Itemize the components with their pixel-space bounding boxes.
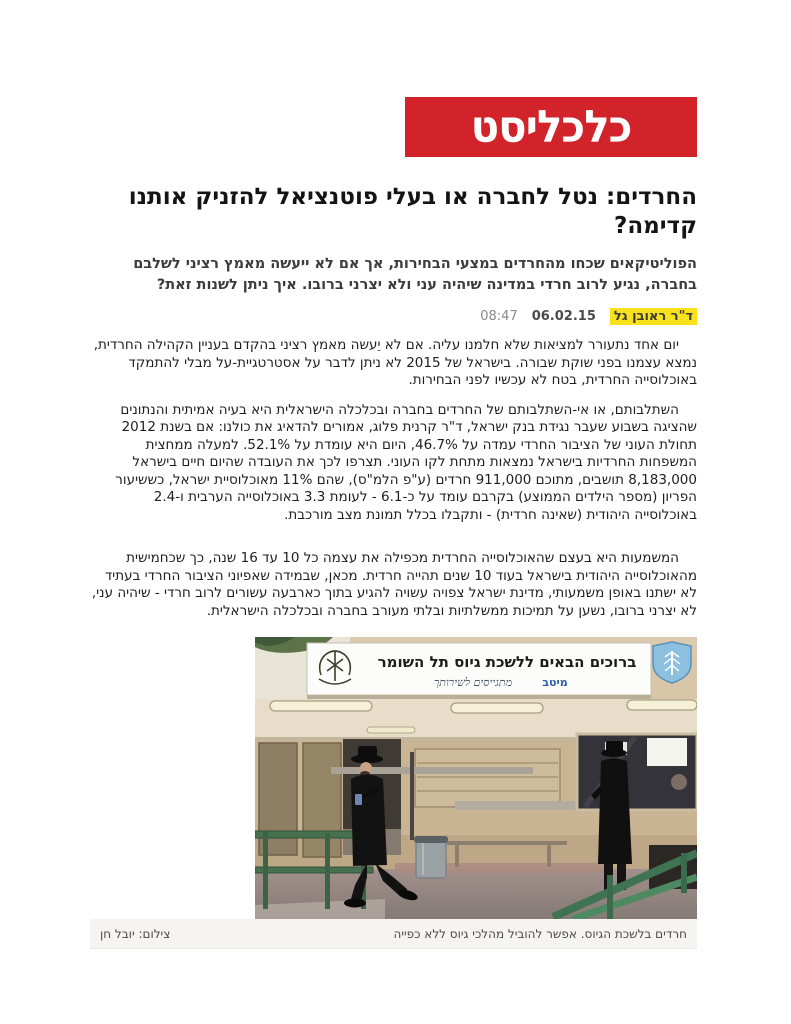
recruitment-office-photo bbox=[255, 637, 697, 919]
body-paragraph: יום אחד נתעורר למציאות שלא חלמנו עליה. אם לא יֵעשה מאמץ רציני בהקדם בעניין הקהילה החרדית, נמצא עצמנו בפני שוקת שבורה. בישראל של 2015 לא ניתן לדבר על אסטרטגיית-על מבלי להתמקד באוכלוסייה החרדית, בטח לא עכשיו לפני הבחירות. bbox=[93, 337, 697, 388]
sign-line1: ברוכים הבאים ללשכת גיוס תל השומר bbox=[377, 653, 637, 671]
sign-script: מתגייסים לשירותך bbox=[433, 676, 513, 689]
headline: החרדים: נטל לחברה או בעלי פוטנציאל להזניק אותנו קדימה? bbox=[128, 184, 697, 239]
meitav-shield-emblem-icon bbox=[653, 642, 691, 683]
trash-can bbox=[414, 836, 448, 878]
byline bbox=[90, 308, 697, 325]
calcalist-logo-text: כלכליסט bbox=[470, 100, 632, 153]
publish-time: 08:47 bbox=[480, 309, 518, 324]
article-photo bbox=[255, 637, 697, 919]
photo-caption-bar bbox=[90, 919, 697, 949]
recruitment-sign bbox=[307, 643, 651, 699]
photo-credit: צילום: יובל חן bbox=[100, 926, 171, 941]
author-name[interactable]: ד"ר ראובן גל bbox=[610, 308, 697, 325]
body-paragraph: השתלבותם, או אי-השתלבותם של החרדים בחברה ובכלכלה הישראלית היא בעיה אמיתית והנתונים שהציגה בשבוע שעבר נגידת בנק ישראל, ד"ר קרנית פלוג, אמורים להדאיג את כולנו: אם בשנת 2012 תחולת העוני של הציבור החרדי עמדה על 46.7%, היום היא עומדת על 52.1%. למעלה ממחצית המשפחות החרדיות בישראל נמצאות מתחת לקו העוני. תצרפו לכך את העובדה שהיום חיים בישראל 8,183,000 תושבים, מתוכם 911,000 חרדים (ע"פ הלמ"ס), שהם 11% מאוכלוסיית ישראל, כששיעור הפריון (מספר הילדים הממוצע) בקרבם עומד על כ-6.1 - לעומת 3.3 באוכלוסייה הערבית ו-2.4 באוכלוסייה היהודית (שאינה חרדית) - ותקבלו בכלל תמונת מצב מורכבת. bbox=[115, 401, 697, 523]
publish-date: 06.02.15 bbox=[531, 309, 596, 324]
photo-caption: חרדים בלשכת הגיוס. אפשר להוביל מהלכי גיוס ללא כפייה bbox=[393, 926, 687, 941]
article-page bbox=[90, 0, 697, 949]
calcalist-logo[interactable] bbox=[405, 97, 697, 157]
subheadline: הפוליטיקאים שכחו מהחרדים במצעי הבחירות, אך אם לא ייעשה מאמץ רציני לשלבם בחברה, נגיע לרוב חרדי במדינה שיהיה עני ולא יצרני ברובו. איך ניתן לשנות זאת? bbox=[133, 256, 697, 293]
sign-brand: מיטב bbox=[542, 676, 568, 689]
body-paragraph: המשמעות היא בעצם שהאוכלוסייה החרדית מכפילה את עצמה כל 10 עד 16 שנה, כך שכחמישית מהאוכלוסייה היהודית בישראל בעוד 10 שנים תהייה חרדית. מכאן, שבמידה שאפיוני הציבור החרדי בעתיד לא ישתנו באופן משמעותי, מדינת ישראל צפויה עשויה להגיע בתוך כארבעה עשורים לרוב חרדי - שיהיה עני, לא יצרני ברובו, נשען על תמיכות ממשלתיות ובלתי מעורב בחברה ובכלכלה הישראלית. bbox=[91, 550, 697, 619]
